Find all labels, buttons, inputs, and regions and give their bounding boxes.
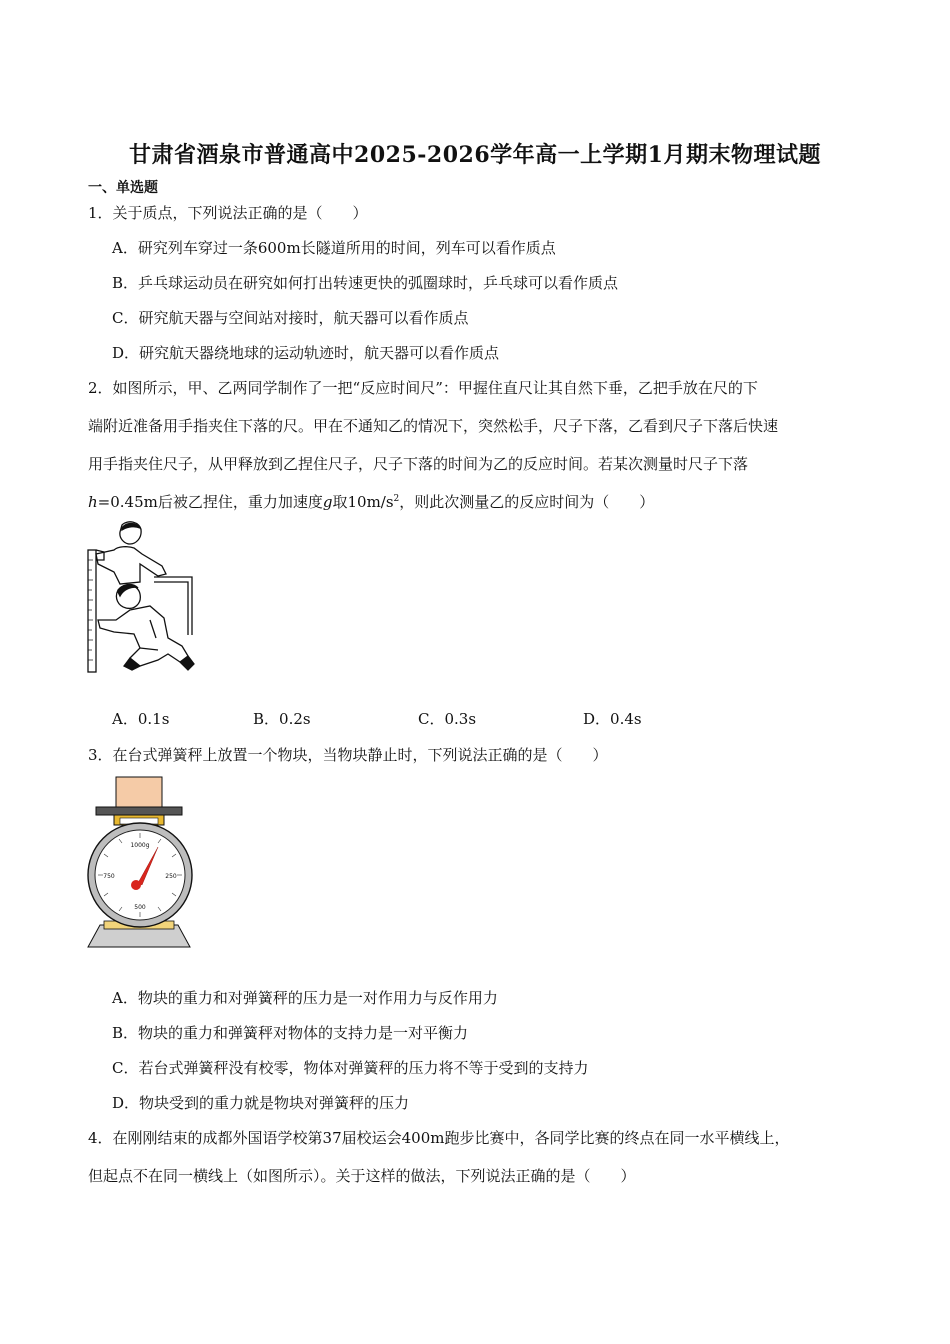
reaction-ruler-figure xyxy=(84,520,196,675)
dial-label-250: 250 xyxy=(165,873,177,880)
q2-option-a: A．0.1s xyxy=(112,710,170,728)
q3-option-d: D．物块受到的重力就是物块对弹簧秤的压力 xyxy=(112,1094,410,1112)
q2-option-c: C．0.3s xyxy=(418,710,477,728)
q4-stem-line2: 但起点不在同一横线上（如图所示）。关于这样的做法，下列说法正确的是（ ） xyxy=(88,1167,636,1185)
dial-label-500: 500 xyxy=(134,904,146,911)
q4-stem-line1: 4．在刚刚结束的成都外国语学校第37届校运会400m跑步比赛中，各同学比赛的终点在同一水平横线上， xyxy=(88,1129,790,1147)
q1-stem: 1．关于质点，下列说法正确的是（ ） xyxy=(88,204,368,222)
q2-text-b: 取10m/s xyxy=(332,493,394,511)
q1-option-b: B．乒乓球运动员在研究如何打出转速更快的弧圈球时，乒乓球可以看作质点 xyxy=(112,274,619,292)
q3-stem: 3．在台式弹簧秤上放置一个物块，当物块静止时，下列说法正确的是（ ） xyxy=(88,746,608,764)
q3-option-b: B．物块的重力和弹簧秤对物体的支持力是一对平衡力 xyxy=(112,1024,469,1042)
var-g: g xyxy=(322,493,333,511)
q2-text-c: ，则此次测量乙的反应时间为（ ） xyxy=(399,493,655,511)
q1-option-d: D．研究航天器绕地球的运动轨迹时，航天器可以看作质点 xyxy=(112,344,500,362)
q2-exponent: 2 xyxy=(393,494,400,504)
q1-option-a: A．研究列车穿过一条600m长隧道所用的时间，列车可以看作质点 xyxy=(112,239,556,257)
q2-stem-line1: 2．如图所示，甲、乙两同学制作了一把“反应时间尺”：甲握住直尺让其自然下垂，乙把手放在尺的下 xyxy=(88,379,758,397)
q2-option-d: D．0.4s xyxy=(583,710,642,728)
q2-text-a: =0.45m后被乙捏住，重力加速度 xyxy=(97,493,323,511)
page-title: 甘肃省酒泉市普通高中2025-2026学年高一上学期1月期末物理试题 xyxy=(129,142,821,168)
q3-option-c: C．若台式弹簧秤没有校零，物体对弹簧秤的压力将不等于受到的支持力 xyxy=(112,1059,589,1077)
dial-label-750: 750 xyxy=(103,873,115,880)
q2-stem-line2: 端附近准备用手指夹住下落的尺。甲在不通知乙的情况下，突然松手，尺子下落，乙看到尺子下落后快速 xyxy=(88,417,779,435)
q2-stem-line4 xyxy=(88,492,654,512)
var-h: h xyxy=(88,493,98,511)
q2-stem-line3: 用手指夹住尺子，从甲释放到乙捏住尺子，尺子下落的时间为乙的反应时间。若某次测量时尺子下落 xyxy=(88,455,749,473)
q3-option-a: A．物块的重力和对弹簧秤的压力是一对作用力与反作用力 xyxy=(112,989,498,1007)
q2-option-b: B．0.2s xyxy=(253,710,311,728)
spring-scale-figure xyxy=(86,775,198,953)
section-heading: 一、单选题 xyxy=(88,180,158,196)
dial-label-1000: 1000g xyxy=(130,842,150,849)
q1-option-c: C．研究航天器与空间站对接时，航天器可以看作质点 xyxy=(112,309,469,327)
